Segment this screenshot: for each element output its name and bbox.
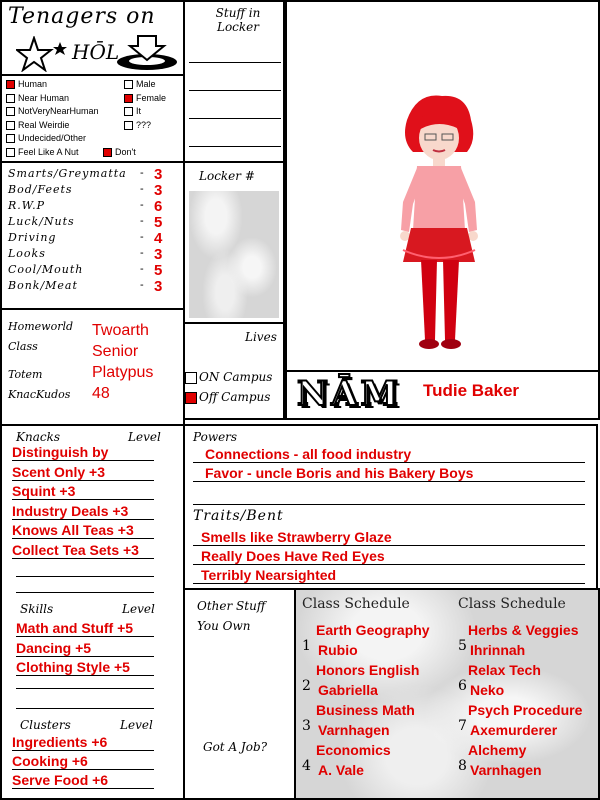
skill-item: Clothing Style +5 — [16, 659, 154, 676]
checkbox[interactable] — [124, 94, 133, 103]
stat-value: 4 — [154, 230, 163, 247]
stat-dash: - — [140, 183, 144, 195]
powers-header: Powers — [193, 430, 238, 444]
trait-item: Really Does Have Red Eyes — [193, 548, 585, 565]
race-gender-box — [0, 74, 185, 163]
knack-item: Knows All Teas +3 — [12, 522, 154, 539]
got-job-label: Got A Job? — [203, 740, 268, 754]
schedule-course: Herbs & Veggies — [468, 622, 579, 638]
info-value: 48 — [92, 385, 110, 402]
stat-label: Looks — [8, 247, 46, 260]
other-stuff-box — [183, 588, 296, 800]
info-label: KnacKudos — [8, 388, 71, 401]
schedule-teacher: Varnhagen — [470, 762, 542, 778]
gender-option-label: It — [136, 106, 142, 116]
knack-item: Industry Deals +3 — [12, 503, 154, 520]
knack-item: Scent Only +3 — [12, 464, 154, 481]
knack-item: Collect Tea Sets +3 — [12, 542, 154, 559]
other-stuff-label: Other Stuff You Own — [197, 599, 266, 633]
knack-item: Distinguish by — [12, 444, 154, 461]
stat-label: Driving — [8, 231, 57, 244]
trait-item: Terribly Nearsighted — [193, 567, 585, 584]
stat-value: 3 — [154, 278, 163, 295]
stat-dash: - — [140, 215, 144, 227]
stat-value: 5 — [154, 262, 163, 279]
locker-texture — [189, 191, 279, 318]
info-label: Homeworld — [8, 320, 74, 333]
checkbox[interactable] — [124, 121, 133, 130]
star-logo-icon — [16, 36, 72, 72]
name-label: NĀM — [297, 374, 402, 414]
schedule-period: 5 — [458, 638, 467, 654]
traits-header: Traits/Bent — [193, 508, 284, 524]
checkbox[interactable] — [185, 392, 197, 404]
schedule-header-left: Class Schedule — [302, 596, 410, 612]
stat-label: Cool/Mouth — [8, 263, 84, 276]
checkbox[interactable] — [6, 121, 15, 130]
race-option — [6, 79, 47, 89]
schedule-period: 3 — [302, 718, 311, 734]
schedule-teacher: Ihrinnah — [470, 642, 526, 658]
skills-level-header: Level — [122, 602, 155, 616]
trait-item: Smells like Strawberry Glaze — [193, 529, 585, 546]
knacks-header: Knacks — [16, 430, 60, 444]
clusters-level-header: Level — [120, 718, 153, 732]
schedule-teacher: Neko — [470, 682, 505, 698]
schedule-course: Honors English — [316, 662, 420, 678]
title-line2: HŌL — [72, 40, 120, 64]
schedule-course: Business Math — [316, 702, 415, 718]
schedule-course: Earth Geography — [316, 622, 430, 638]
schedule-teacher: Gabriella — [318, 682, 378, 698]
schedule-course: Economics — [316, 742, 391, 758]
schedule-teacher: Varnhagen — [318, 722, 390, 738]
powers-box — [183, 424, 598, 590]
gender-option — [103, 147, 136, 157]
gender-option-label: Female — [136, 92, 167, 103]
schedule-header-right: Class Schedule — [458, 596, 566, 612]
race-option — [6, 93, 69, 103]
gender-option-label: Don't — [115, 146, 136, 157]
gender-option — [124, 106, 141, 116]
info-value: Platypus — [92, 364, 154, 381]
knacks-level-header: Level — [128, 430, 161, 444]
stat-label: Luck/Nuts — [8, 215, 75, 228]
info-label: Totem — [8, 368, 43, 381]
schedule-course: Relax Tech — [468, 662, 541, 678]
checkbox[interactable] — [124, 80, 133, 89]
title-box — [0, 0, 185, 76]
locker-number-box — [183, 161, 285, 324]
cluster-item: Cooking +6 — [12, 753, 154, 770]
stat-label: R.W.P — [8, 199, 46, 212]
title-line1: Tenagers on — [8, 4, 156, 29]
hole-logo-icon — [114, 34, 180, 72]
gender-option — [124, 79, 156, 89]
name-box — [285, 370, 600, 420]
portrait-box — [285, 0, 600, 372]
power-item: Connections - all food industry — [193, 446, 585, 463]
schedule-period: 2 — [302, 678, 311, 694]
checkbox[interactable] — [6, 94, 15, 103]
gender-option — [124, 93, 166, 103]
race-option — [6, 147, 79, 157]
stat-label: Bonk/Meat — [8, 279, 78, 292]
stat-dash: - — [140, 167, 144, 179]
locker-number-label: Locker # — [199, 169, 255, 183]
stat-value: 3 — [154, 166, 163, 183]
power-item: Favor - uncle Boris and his Bakery Boys — [193, 465, 585, 482]
knacks-box — [0, 424, 185, 800]
gender-option-label: ??? — [136, 119, 152, 130]
schedule-teacher: A. Vale — [318, 762, 364, 778]
stat-value: 5 — [154, 214, 163, 231]
race-option-label: Undecided/Other — [18, 133, 87, 143]
race-option — [6, 133, 86, 143]
schedule-course: Alchemy — [468, 742, 527, 758]
info-label: Class — [8, 340, 38, 353]
campus-option — [185, 390, 270, 404]
info-value: Twoarth — [92, 322, 149, 339]
stat-dash: - — [140, 247, 144, 259]
schedule-period: 8 — [458, 758, 467, 774]
schedule-period: 7 — [458, 718, 467, 734]
race-option — [6, 120, 69, 130]
locker-stuff-box — [183, 0, 285, 163]
checkbox[interactable] — [6, 80, 15, 89]
campus-option — [185, 370, 272, 384]
lives-label: Lives — [245, 330, 277, 344]
info-box — [0, 308, 185, 426]
stat-label: Bod/Feets — [8, 183, 73, 196]
schedule-period: 6 — [458, 678, 467, 694]
checkbox[interactable] — [185, 372, 197, 384]
lives-box — [183, 322, 285, 420]
stat-value: 6 — [154, 198, 163, 215]
stats-box — [0, 161, 185, 310]
campus-label: ON Campus — [199, 370, 273, 384]
skill-item: Dancing +5 — [16, 640, 154, 657]
schedule-box — [294, 588, 600, 800]
skills-header: Skills — [20, 602, 54, 616]
info-value: Senior — [92, 343, 139, 360]
checkbox[interactable] — [6, 148, 15, 157]
character-portrait — [367, 90, 507, 360]
gender-option-label: Male — [136, 79, 156, 89]
schedule-period: 1 — [302, 638, 311, 654]
race-option-label: Human — [18, 79, 48, 89]
cluster-item: Ingredients +6 — [12, 734, 154, 751]
schedule-period: 4 — [302, 758, 311, 774]
checkbox[interactable] — [6, 134, 15, 143]
checkbox[interactable] — [103, 148, 112, 157]
stat-label: Smarts/Greymatta — [8, 167, 127, 180]
stat-dash: - — [140, 199, 144, 211]
schedule-teacher: Rubio — [318, 642, 358, 658]
name-value: Tudie Baker — [423, 381, 520, 400]
stat-value: 3 — [154, 182, 163, 199]
race-option — [6, 106, 99, 116]
stat-dash: - — [140, 263, 144, 275]
gender-option — [124, 120, 151, 130]
checkbox[interactable] — [124, 107, 133, 116]
checkbox[interactable] — [6, 107, 15, 116]
race-option-label: Real Weirdie — [18, 119, 70, 130]
stat-dash: - — [140, 231, 144, 243]
race-option-label: Near Human — [18, 92, 70, 103]
cluster-item: Serve Food +6 — [12, 772, 154, 789]
schedule-course: Psych Procedure — [468, 702, 583, 718]
campus-label: Off Campus — [199, 390, 271, 404]
skill-item: Math and Stuff +5 — [16, 620, 154, 637]
schedule-teacher: Axemurderer — [470, 722, 558, 738]
stat-dash: - — [140, 279, 144, 291]
locker-stuff-label: Stuff in Locker — [215, 6, 261, 34]
clusters-header: Clusters — [20, 718, 71, 732]
race-option-label: Feel Like A Nut — [18, 146, 79, 157]
knack-item: Squint +3 — [12, 483, 154, 500]
stat-value: 3 — [154, 246, 163, 263]
race-option-label: NotVeryNearHuman — [18, 106, 99, 116]
